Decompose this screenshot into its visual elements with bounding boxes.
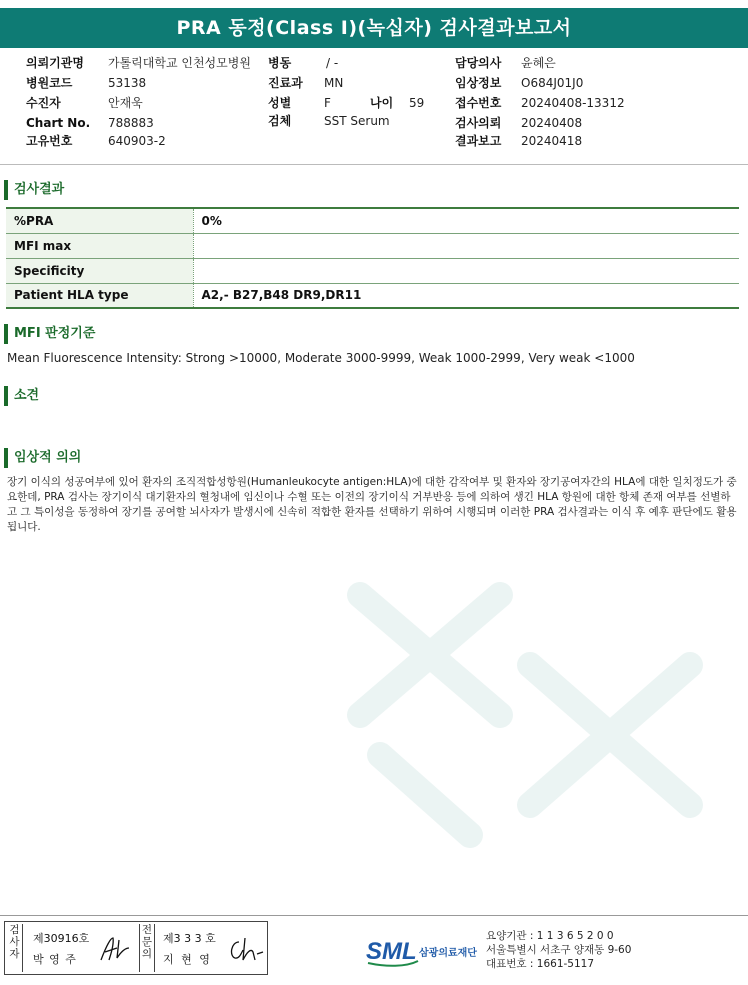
- result-name: %PRA: [6, 208, 193, 233]
- result-value: [193, 233, 739, 258]
- inspector-label: 검 사 자: [7, 924, 23, 972]
- reviewer-signature-icon: [225, 934, 265, 964]
- info-receipt-no: 접수번호 20240408-13312: [455, 96, 625, 110]
- report-title: PRA 동정(Class I)(녹십자) 검사결과보고서: [0, 8, 748, 48]
- info-doctor: 담당의사 윤혜은: [455, 56, 556, 70]
- section-mfi-title: MFI 판정기준: [4, 324, 95, 344]
- info-unique-no: 고유번호 640903-2: [26, 134, 166, 148]
- sml-logo-subtext: 삼광의료재단: [419, 948, 477, 959]
- mfi-criteria-text: Mean Fluorescence Intensity: Strong >10000, Moderate 3000-9999, Weak 1000-2999, Very weak <1000: [7, 351, 635, 365]
- result-name: Specificity: [6, 258, 193, 283]
- reviewer-name: 지 현 영: [163, 953, 212, 966]
- result-value: A2,- B27,B48 DR9,DR11: [193, 283, 739, 308]
- results-table: [6, 207, 739, 309]
- signature-box: [4, 921, 268, 975]
- info-institution: 의뢰기관명 가톨릭대학교 인천성모병원: [26, 56, 251, 70]
- address-line: 요양기관 : 1 1 3 6 5 2 0 0: [486, 930, 614, 942]
- inspector-name: 박 영 주: [33, 953, 77, 966]
- info-age: 나이 59: [370, 96, 425, 110]
- cross-watermark-icon: [300, 525, 730, 855]
- inspector-cell: [29, 922, 137, 974]
- sml-logo-text: SML: [366, 938, 417, 965]
- info-request-date: 검사의뢰 20240408: [455, 116, 583, 130]
- result-name: MFI max: [6, 233, 193, 258]
- result-value: 0%: [193, 208, 739, 233]
- section-opinion-title: 소견: [4, 386, 39, 406]
- info-patient-name: 수진자 안재욱: [26, 96, 143, 110]
- institution-address: [486, 929, 631, 971]
- info-department: 진료과 MN: [268, 76, 344, 90]
- info-report-date: 결과보고 20240418: [455, 134, 583, 148]
- inspector-signature-icon: [97, 934, 133, 964]
- section-clinical-title: 임상적 의의: [4, 448, 81, 468]
- info-specimen: 검체 SST Serum: [268, 114, 390, 128]
- reviewer-number: 제3 3 3 호: [163, 932, 216, 945]
- info-clinical-info: 임상정보 O684J01J0: [455, 76, 584, 90]
- result-name: Patient HLA type: [6, 283, 193, 308]
- sml-logo: [366, 930, 482, 970]
- footer-divider: [0, 915, 748, 916]
- reviewer-cell: [159, 922, 267, 974]
- table-row: [6, 258, 739, 283]
- header-divider: [0, 164, 748, 165]
- info-chart-no: Chart No. 788883: [26, 116, 154, 130]
- info-ward: 병동 / -: [268, 56, 339, 70]
- info-hospital-code: 병원코드 53138: [26, 76, 147, 90]
- table-row: [6, 233, 739, 258]
- table-row: [6, 283, 739, 308]
- clinical-significance-text: 장기 이식의 성공여부에 있어 환자의 조직적합성항원(Humanleukocyte antigen:HLA)에 대한 감작여부 및 환자와 장기공여자간의 HLA에 대한 일치정도가 중요한데, PRA 검사는 장기이식 대기환자의 혈청내에 임신이나 수혈 또는 이전의 장기이식 거부반응 등에 의하여 생긴 HLA 항원에 대한 항체 존재 여부를 선별하고 그 특이성을 동정하여 장기를 공여할 뇌사자가 발생시에 신속히 적합한 환자를 선택하기 위하여 시행되며 이러한 PRA 검사결과는 이식 후 예후 판단에도 활용됩니다.: [7, 476, 737, 533]
- info-sex: 성별 F: [268, 96, 331, 110]
- reviewer-label: 전 문 의: [139, 924, 155, 972]
- inspector-number: 제30916호: [33, 932, 90, 945]
- table-row: [6, 208, 739, 233]
- address-line: 대표번호 : 1661-5117: [486, 958, 595, 970]
- result-value: [193, 258, 739, 283]
- address-line: 서울특별시 서초구 양재동 9-60: [486, 944, 632, 956]
- section-results-title: 검사결과: [4, 180, 64, 200]
